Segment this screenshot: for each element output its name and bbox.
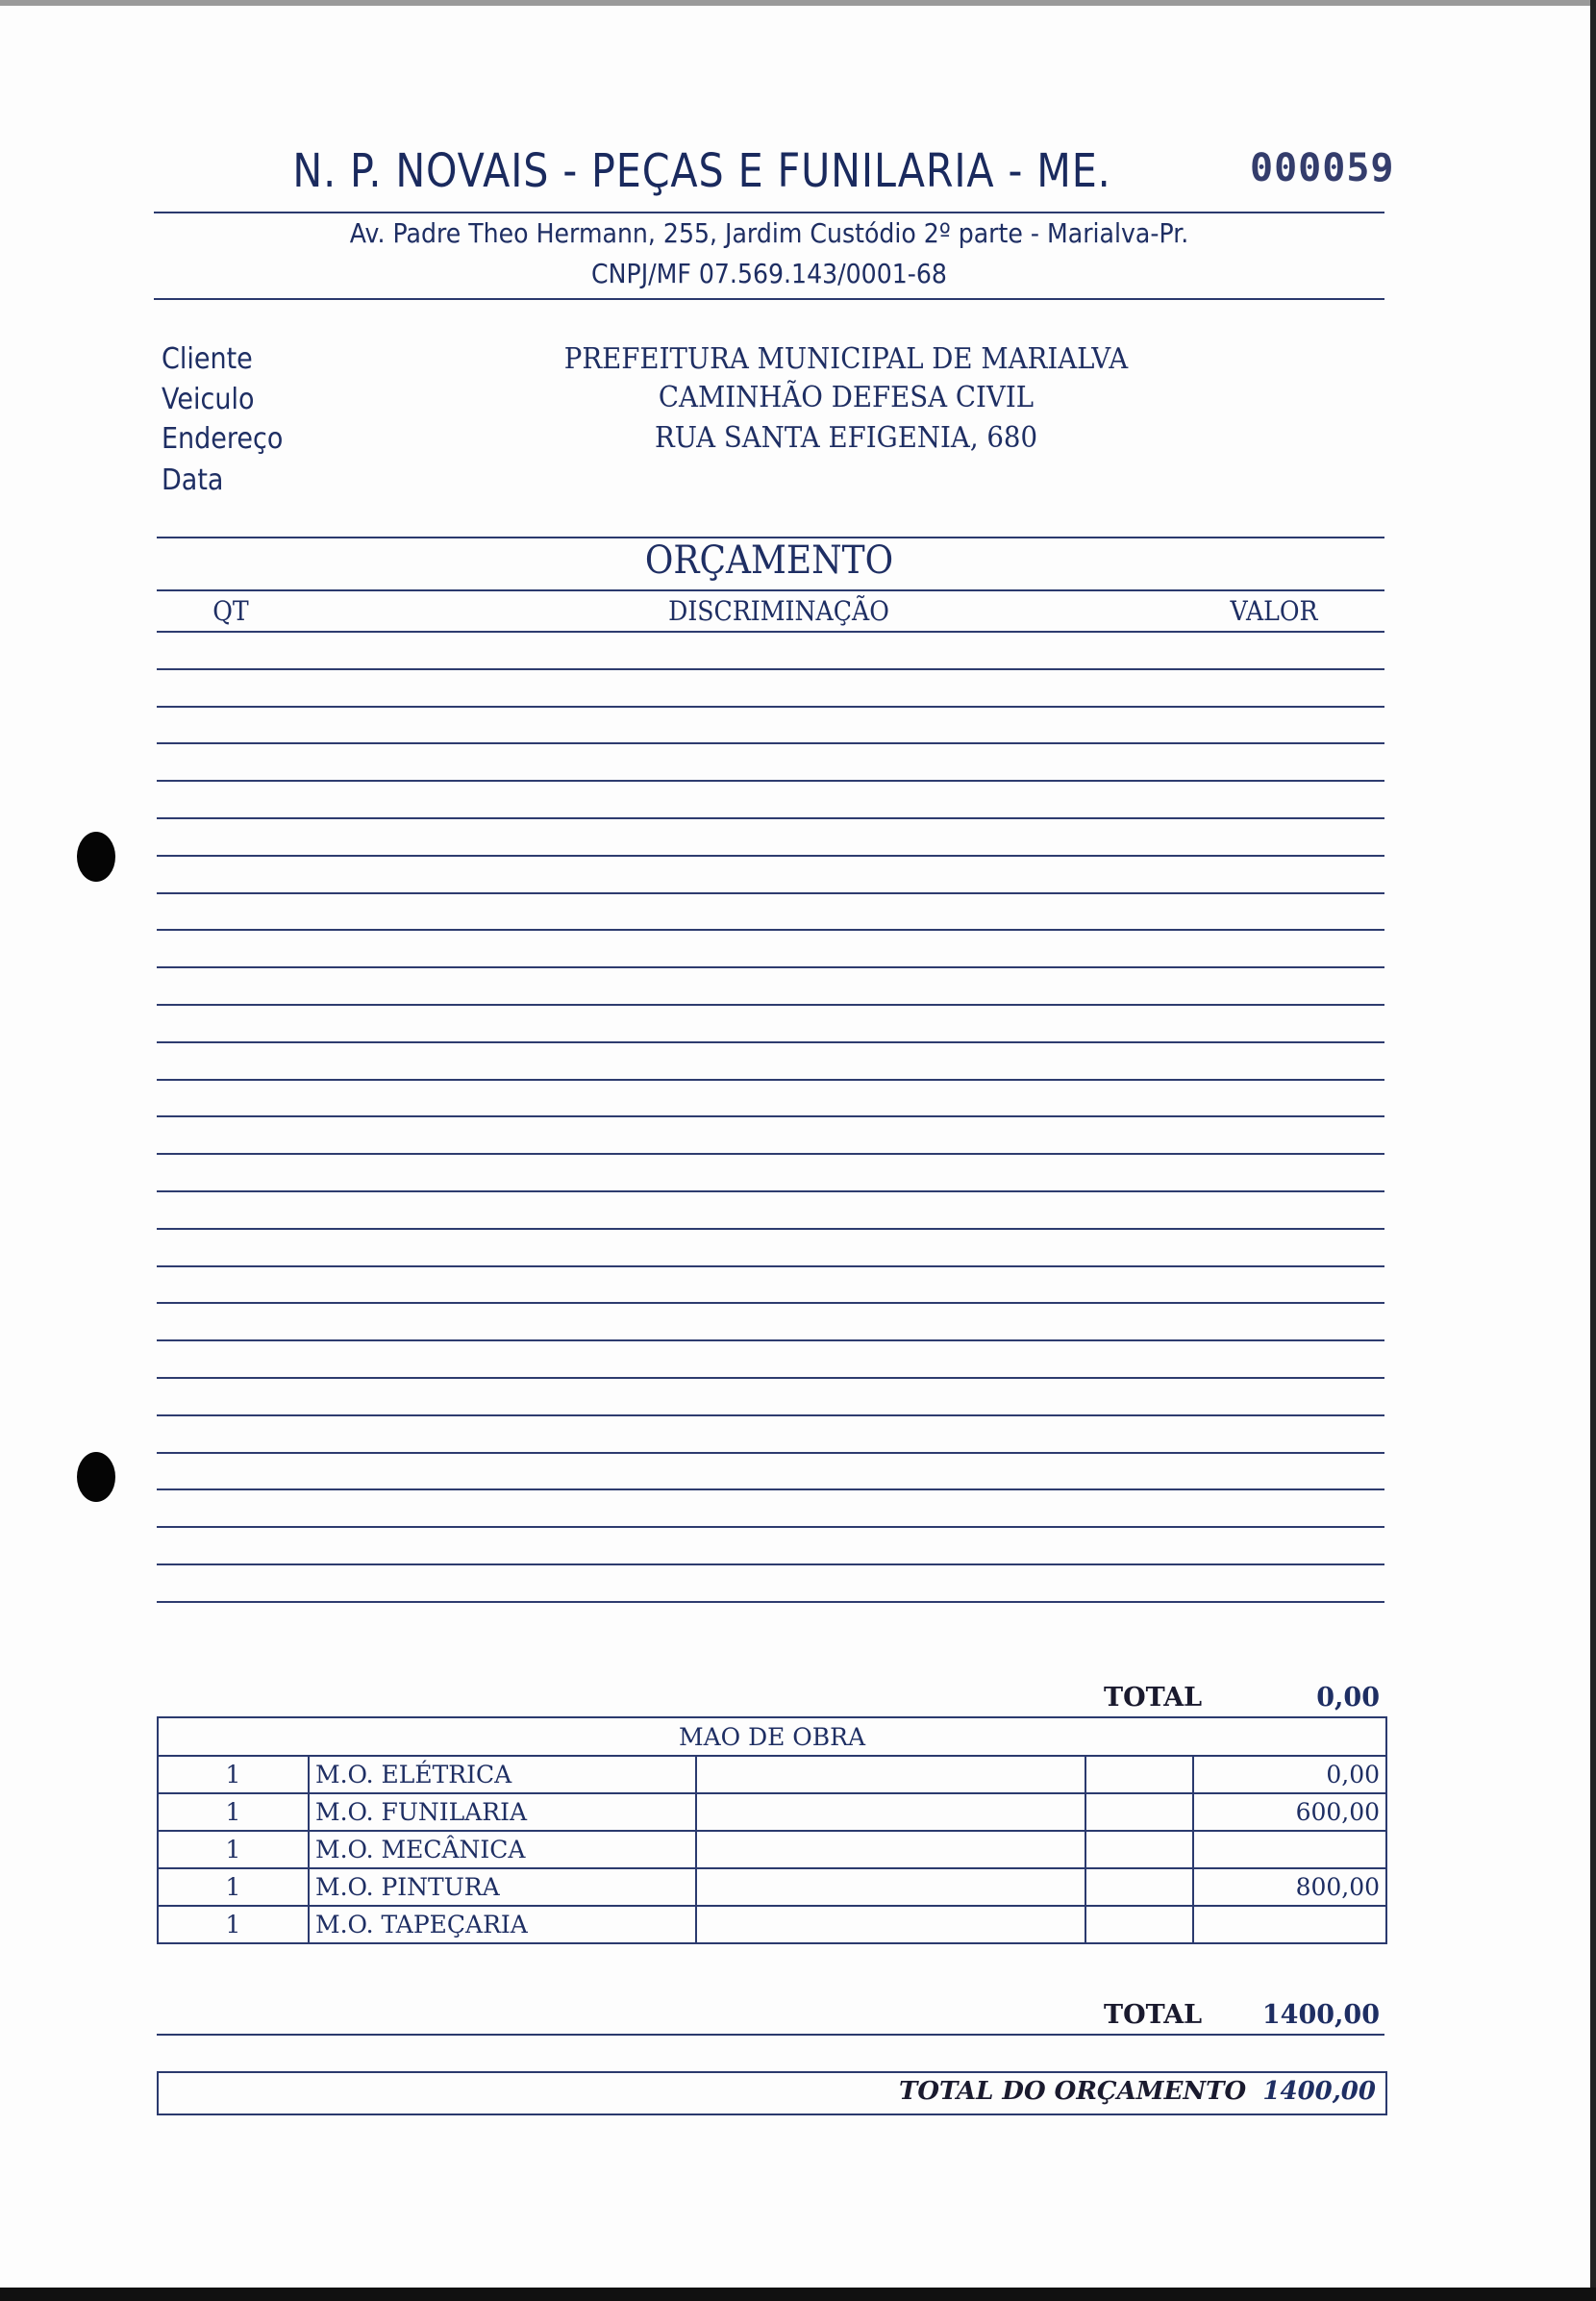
company-address: Av. Padre Theo Hermann, 255, Jardim Custódio 2º parte - Marialva-Pr. <box>349 217 1189 249</box>
value-endereco: RUA SANTA EFIGENIA, 680 <box>654 421 1038 455</box>
column-header-discriminacao: DISCRIMINAÇÃO <box>668 595 889 627</box>
grand-total-label: TOTAL DO ORÇAMENTO <box>899 2077 1247 2106</box>
label-veiculo: Veiculo <box>162 383 255 416</box>
labor-blank-cell <box>696 1831 1085 1868</box>
table-row <box>158 1793 1386 1831</box>
column-header-qt: QT <box>212 595 249 627</box>
labor-qt: 1 <box>158 1906 309 1943</box>
scan-edge-top <box>0 0 1596 6</box>
ruled-line <box>157 1601 1384 1603</box>
ruled-line <box>157 1115 1384 1117</box>
value-veiculo: CAMINHÃO DEFESA CIVIL <box>658 381 1035 414</box>
ruled-line <box>157 1414 1384 1416</box>
labor-title: MAO DE OBRA <box>158 1717 1386 1756</box>
column-header-valor: VALOR <box>1230 595 1318 627</box>
ruled-line <box>157 1452 1384 1454</box>
labor-blank-cell <box>1085 1831 1193 1868</box>
labor-desc: M.O. PINTURA <box>309 1868 696 1906</box>
label-data: Data <box>162 463 224 497</box>
ruled-line <box>157 631 1384 633</box>
ruled-line <box>157 1377 1384 1379</box>
labor-value <box>1193 1831 1386 1868</box>
labor-desc: M.O. TAPEÇARIA <box>309 1906 696 1943</box>
labor-blank-cell <box>696 1793 1085 1831</box>
labor-qt: 1 <box>158 1756 309 1793</box>
ruled-line <box>157 966 1384 968</box>
scan-edge-bottom <box>0 2288 1596 2301</box>
labor-value: 800,00 <box>1193 1868 1386 1906</box>
ruled-line <box>157 929 1384 931</box>
ruled-line <box>157 1265 1384 1267</box>
label-cliente: Cliente <box>162 342 253 376</box>
labor-value <box>1193 1906 1386 1943</box>
table-row <box>158 1831 1386 1868</box>
parts-total-value: 0,00 <box>1316 1683 1380 1713</box>
ruled-line <box>157 1228 1384 1230</box>
ruled-line <box>157 706 1384 708</box>
ruled-line <box>157 780 1384 782</box>
labor-blank-cell <box>1085 1793 1193 1831</box>
parts-total-label: TOTAL <box>1104 1683 1203 1713</box>
ruled-line <box>157 1041 1384 1043</box>
grand-total-box <box>157 2071 1387 2115</box>
labor-blank-cell <box>1085 1756 1193 1793</box>
labor-desc: M.O. MECÂNICA <box>309 1831 696 1868</box>
ruled-line <box>157 1153 1384 1155</box>
binder-hole-bottom <box>77 1452 115 1502</box>
document-number: 000059 <box>1250 146 1395 190</box>
company-name: N. P. NOVAIS - PEÇAS E FUNILARIA - ME. <box>292 144 1111 198</box>
company-cnpj: CNPJ/MF 07.569.143/0001-68 <box>591 258 947 289</box>
labor-header-row <box>158 1717 1386 1756</box>
labor-desc: M.O. ELÉTRICA <box>309 1756 696 1793</box>
ruled-line <box>157 817 1384 819</box>
section-divider-mid <box>157 589 1384 591</box>
labor-qt: 1 <box>158 1793 309 1831</box>
ruled-line <box>157 1563 1384 1565</box>
value-cliente: PREFEITURA MUNICIPAL DE MARIALVA <box>563 342 1129 376</box>
labor-total-underline <box>157 2034 1384 2036</box>
ruled-line <box>157 892 1384 894</box>
labor-value: 0,00 <box>1193 1756 1386 1793</box>
ruled-line <box>157 668 1384 670</box>
labor-blank-cell <box>1085 1906 1193 1943</box>
ruled-line <box>157 1190 1384 1192</box>
labor-table <box>157 1716 1387 1944</box>
grand-total-value: 1400,00 <box>1262 2077 1376 2106</box>
labor-qt: 1 <box>158 1831 309 1868</box>
header-divider-bottom <box>154 298 1384 300</box>
ruled-line <box>157 1302 1384 1304</box>
labor-blank-cell <box>696 1906 1085 1943</box>
binder-hole-top <box>77 832 115 882</box>
labor-blank-cell <box>1085 1868 1193 1906</box>
table-row <box>158 1868 1386 1906</box>
labor-value: 600,00 <box>1193 1793 1386 1831</box>
ruled-line <box>157 1079 1384 1081</box>
labor-total-value: 1400,00 <box>1261 2000 1380 2030</box>
labor-desc: M.O. FUNILARIA <box>309 1793 696 1831</box>
header-divider-top <box>154 212 1384 213</box>
label-endereco: Endereço <box>162 422 284 456</box>
scan-edge-right <box>1590 0 1596 2301</box>
ruled-line <box>157 1339 1384 1341</box>
budget-title: ORÇAMENTO <box>644 538 894 583</box>
ruled-line <box>157 1526 1384 1528</box>
table-row <box>158 1756 1386 1793</box>
ruled-line <box>157 742 1384 744</box>
ruled-line <box>157 855 1384 857</box>
ruled-line <box>157 1004 1384 1006</box>
labor-qt: 1 <box>158 1868 309 1906</box>
labor-blank-cell <box>696 1868 1085 1906</box>
ruled-line <box>157 1488 1384 1490</box>
labor-total-label: TOTAL <box>1104 2000 1203 2030</box>
labor-blank-cell <box>696 1756 1085 1793</box>
table-row <box>158 1906 1386 1943</box>
